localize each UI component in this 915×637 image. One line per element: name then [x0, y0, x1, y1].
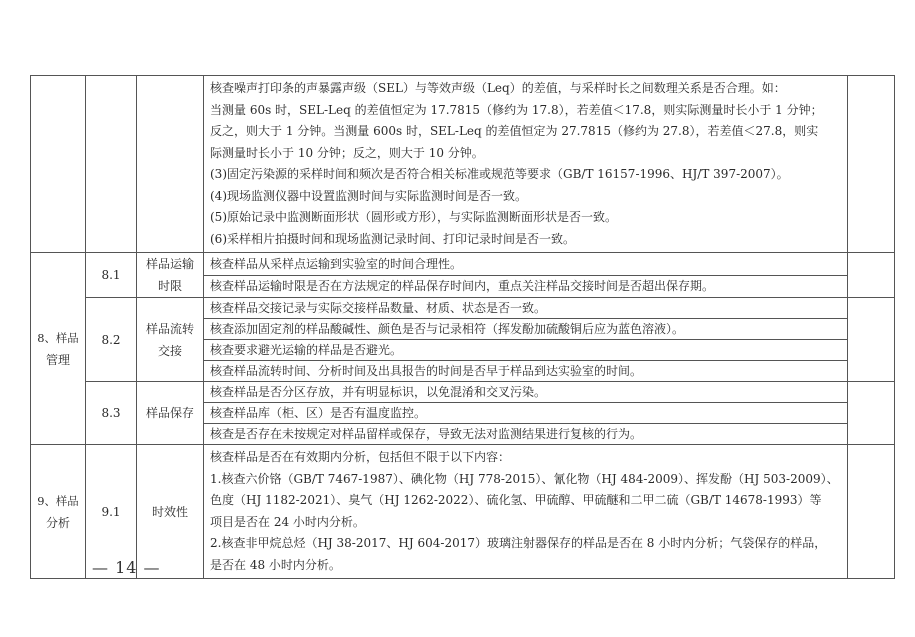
table-row	[31, 298, 895, 319]
table-row	[31, 382, 895, 403]
remark-cell	[848, 298, 895, 382]
remark-cell	[848, 445, 895, 579]
detail-cell: 核查样品流转时间、分析时间及出具报告的时间是否早于样品到达实验室的时间。	[204, 361, 848, 382]
item-cell	[137, 76, 204, 253]
detail-line: 核查噪声打印条的声暴露声级（SEL）与等效声级（Leq）的差值，与采样时长之间数理关系是否合理。如：	[210, 81, 786, 95]
category-cell-8: 8、样品 管理	[31, 253, 86, 445]
detail-line: 2.核查非甲烷总烃（HJ 38-2017、HJ 604-2017）玻璃注射器保存的样品是否在 8 小时内分析；气袋保存的样品，	[210, 536, 827, 550]
item-name: 时效性	[137, 445, 204, 579]
page-number: — 14 —	[92, 558, 161, 577]
item-name: 样品运输 时限	[137, 253, 204, 298]
detail-line: 是否在 48 小时内分析。	[210, 557, 341, 572]
table-row	[31, 76, 895, 253]
detail-cell	[204, 445, 848, 579]
item-number: 8.3	[86, 382, 137, 445]
item-number: 9.1	[86, 445, 137, 579]
category-cell	[31, 76, 86, 253]
detail-line: 1.核查六价铬（GB/T 7467-1987）、碘化物（HJ 778-2015）、氰化物（HJ 484-2009）、挥发酚（HJ 503-2009）、	[210, 471, 839, 486]
item-name: 样品流转 交接	[137, 298, 204, 382]
detail-line: 反之，则大于 1 分钟。当测量 600s 时，SEL-Leq 的差值恒定为 27.7815（修约为 27.8），若差值＜27.8，则实	[210, 124, 819, 138]
detail-line: (4)现场监测仪器中设置监测时间与实际监测时间是否一致。	[210, 188, 528, 203]
detail-cell: 核查样品库（柜、区）是否有温度监控。	[204, 403, 848, 424]
category-cell-9: 9、样品 分析	[31, 445, 86, 579]
item-name: 样品保存	[137, 382, 204, 445]
detail-line: (3)固定污染源的采样时间和频次是否符合相关标准或规范等要求（GB/T 16157-1996、HJ/T 397-2007）。	[210, 167, 789, 181]
detail-cell: 核查是否存在未按规定对样品留样或保存，导致无法对监测结果进行复核的行为。	[204, 424, 848, 445]
detail-line: 当测量 60s 时，SEL-Leq 的差值恒定为 17.7815（修约为 17.8），若差值＜17.8，则实际测量时长小于 1 分钟；	[210, 102, 823, 117]
detail-cell: 核查要求避光运输的样品是否避光。	[204, 340, 848, 361]
detail-cell: 核查样品交接记录与实际交接样品数量、材质、状态是否一致。	[204, 298, 848, 319]
detail-cell: 核查样品从采样点运输到实验室的时间合理性。	[204, 253, 848, 276]
remark-cell	[848, 382, 895, 445]
detail-line: (6)采样相片拍摄时间和现场监测记录时间、打印记录时间是否一致。	[210, 231, 576, 246]
detail-cell: 核查样品是否分区存放，并有明显标识，以免混淆和交叉污染。	[204, 382, 848, 403]
number-cell	[86, 76, 137, 253]
remark-cell	[848, 253, 895, 298]
detail-cell: 核查添加固定剂的样品酸碱性、颜色是否与记录相符（挥发酚加硫酸铜后应为蓝色溶液）。	[204, 319, 848, 340]
inspection-table	[30, 75, 895, 579]
item-number: 8.1	[86, 253, 137, 298]
detail-line: 际测量时长小于 10 分钟；反之，则大于 10 分钟。	[210, 145, 484, 160]
item-number: 8.2	[86, 298, 137, 382]
detail-line: 核查样品是否在有效期内分析，包括但不限于以下内容：	[210, 450, 511, 464]
table-row	[31, 253, 895, 276]
detail-line: 项目是否在 24 小时内分析。	[210, 514, 365, 529]
detail-line: 色度（HJ 1182-2021）、臭气（HJ 1262-2022）、硫化氢、甲硫醇、甲硫醚和二甲二硫（GB/T 14678-1993）等	[210, 493, 822, 507]
detail-line: (5)原始记录中监测断面形状（圆形或方形），与实际监测断面形状是否一致。	[210, 210, 618, 224]
remark-cell	[848, 76, 895, 253]
detail-cell: 核查样品运输时限是否在方法规定的样品保存时间内，重点关注样品交接时间是否超出保存期。	[204, 275, 848, 298]
detail-cell	[204, 76, 848, 253]
